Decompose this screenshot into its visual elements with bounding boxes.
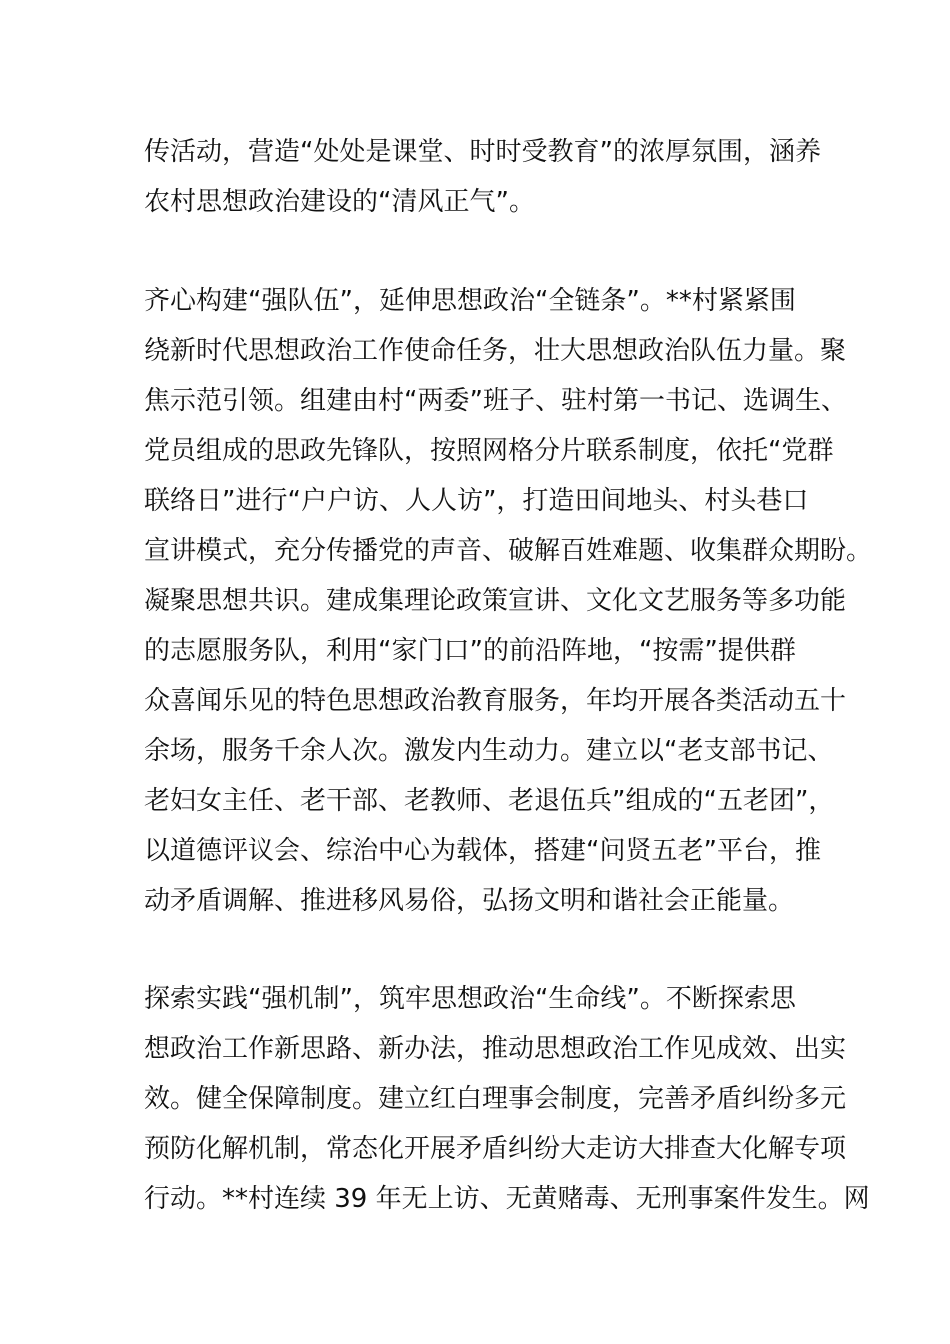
text-line: 众喜闻乐见的特色思想政治教育服务，年均开展各类活动五十 bbox=[144, 686, 847, 716]
text-line: 绕新时代思想政治工作使命任务，壮大思想政治队伍力量。聚 bbox=[144, 336, 847, 366]
text-line: 行动。**村连续 39 年无上访、无黄赌毒、无刑事案件发生。网 bbox=[144, 1184, 870, 1214]
text-line: 余场，服务千余人次。激发内生动力。建立以“老支部书记、 bbox=[144, 736, 834, 766]
text-line: 传活动，营造“处处是课堂、时时受教育”的浓厚氛围，涵养 bbox=[144, 137, 821, 167]
text-line: 的志愿服务队，利用“家门口”的前沿阵地，“按需”提供群 bbox=[144, 636, 796, 666]
text-line: 宣讲模式，充分传播党的声音、破解百姓难题、收集群众期盼。 bbox=[144, 536, 873, 566]
text-line: 想政治工作新思路、新办法，推动思想政治工作见成效、出实 bbox=[144, 1034, 847, 1064]
text-line: 探索实践“强机制”，筑牢思想政治“生命线”。不断探索思 bbox=[144, 984, 796, 1014]
text-line: 联络日”进行“户户访、人人访”，打造田间地头、村头巷口 bbox=[144, 486, 809, 516]
paragraph-1 bbox=[144, 127, 821, 227]
text-line: 党员组成的思政先锋队，按照网格分片联系制度，依托“党群 bbox=[144, 436, 834, 466]
text-line: 以道德评议会、综治中心为载体，搭建“问贤五老”平台，推 bbox=[144, 836, 821, 866]
text-line: 焦示范引领。组建由村“两委”班子、驻村第一书记、选调生、 bbox=[144, 386, 847, 416]
text-line: 动矛盾调解、推进移风易俗，弘扬文明和谐社会正能量。 bbox=[144, 886, 795, 916]
paragraph-3 bbox=[144, 974, 870, 1224]
text-line: 效。健全保障制度。建立红白理事会制度，完善矛盾纠纷多元 bbox=[144, 1084, 847, 1114]
text-line: 凝聚思想共识。建成集理论政策宣讲、文化文艺服务等多功能 bbox=[144, 586, 847, 616]
text-line: 农村思想政治建设的“清风正气”。 bbox=[144, 187, 535, 217]
text-line: 老妇女主任、老干部、老教师、老退伍兵”组成的“五老团”， bbox=[144, 786, 835, 816]
paragraph-2 bbox=[144, 276, 873, 926]
text-line: 预防化解机制，常态化开展矛盾纠纷大走访大排查大化解专项 bbox=[144, 1134, 847, 1164]
text-line: 齐心构建“强队伍”，延伸思想政治“全链条”。**村紧紧围 bbox=[144, 286, 796, 316]
